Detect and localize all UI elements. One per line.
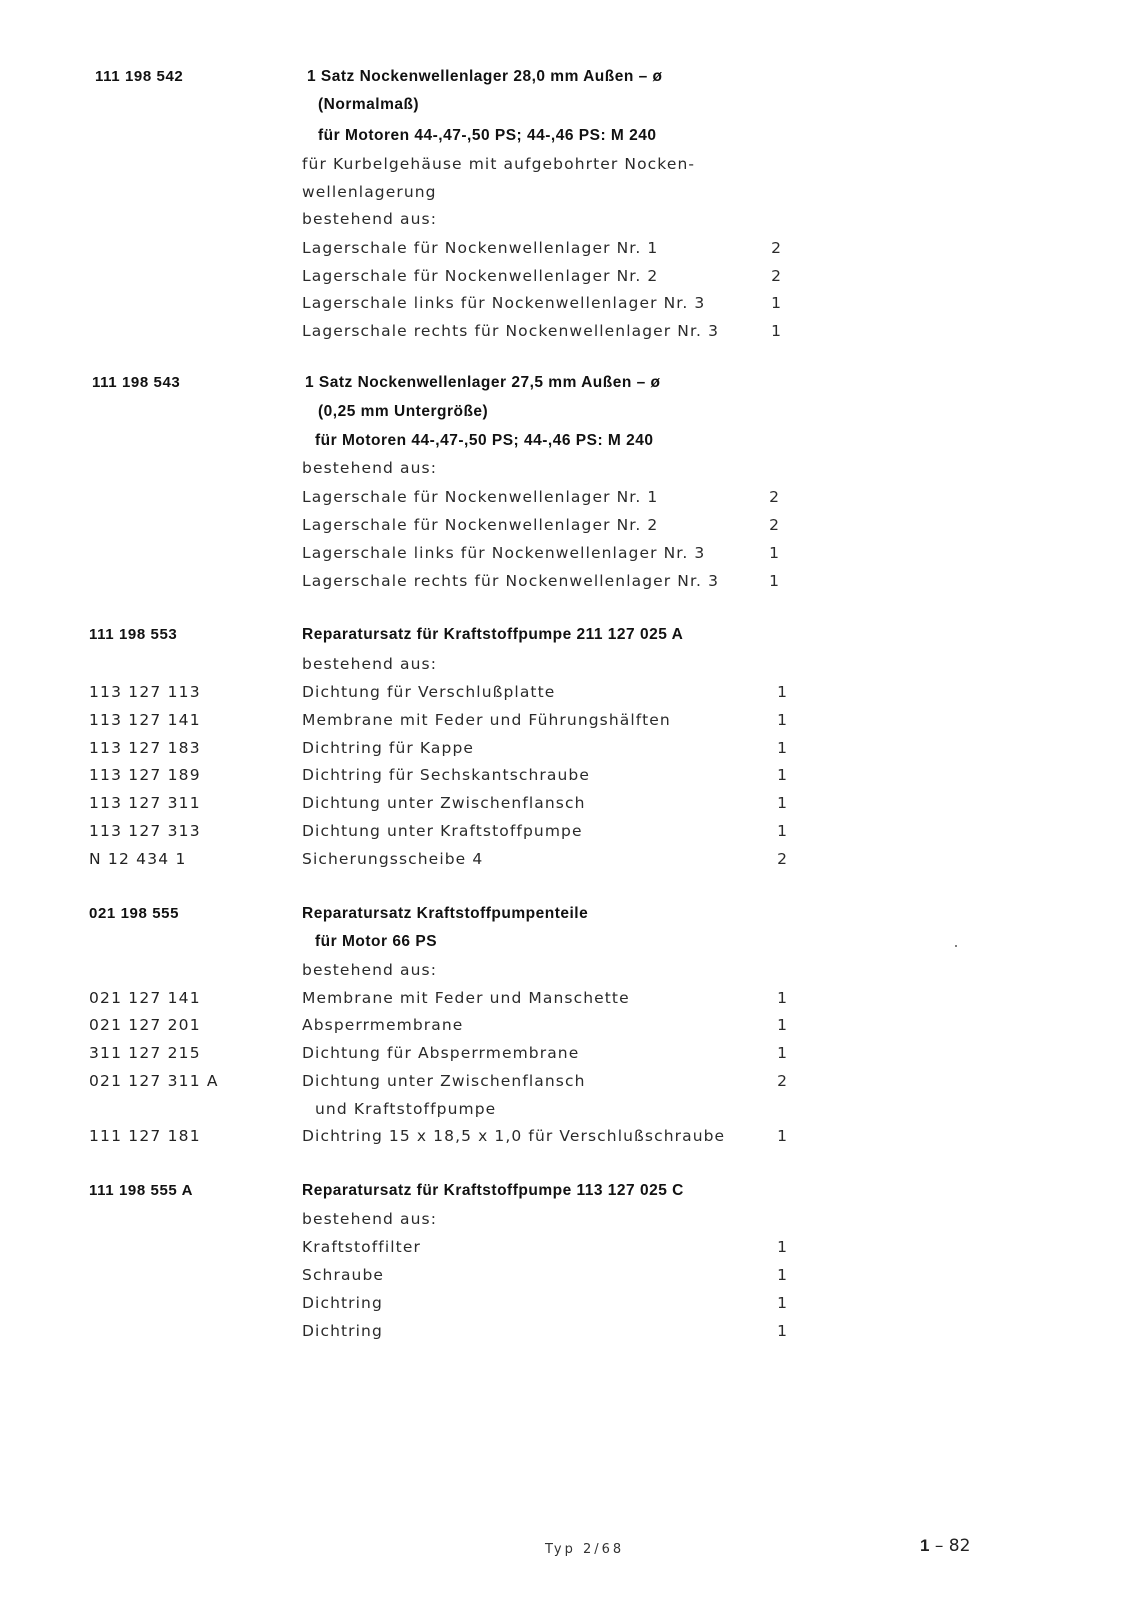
item-description: Lagerschale links für Nockenwellenlager Nr. 3: [302, 544, 706, 562]
set-note-row: [0, 206, 1133, 232]
set-note: für Kurbelgehäuse mit aufgebohrter Nocken-: [302, 155, 696, 173]
item-description: Membrane mit Feder und Führungshälften: [302, 711, 671, 729]
item-row: [0, 1318, 1133, 1344]
item-description: Dichtung unter Zwischenflansch: [302, 1072, 586, 1090]
set-header-row: [0, 64, 1133, 90]
item-row: [0, 1290, 1133, 1316]
item-quantity: 2: [771, 267, 781, 285]
set-subtitle-row: [0, 929, 1133, 955]
set-note: bestehend aus:: [302, 1210, 438, 1228]
item-quantity: 1: [769, 544, 779, 562]
item-quantity: 1: [777, 1044, 787, 1062]
item-row: [0, 1096, 1133, 1122]
item-description: Dichtung für Absperrmembrane: [302, 1044, 580, 1062]
item-row: [0, 1012, 1133, 1038]
item-part-number: 113 127 141: [89, 711, 201, 729]
set-subtitle: (0,25 mm Untergröße): [318, 403, 489, 420]
item-description: Lagerschale rechts für Nockenwellenlager Nr. 3: [302, 322, 720, 340]
set-part-number: 021 198 555: [89, 905, 180, 922]
set-subtitle: für Motor 66 PS: [315, 933, 438, 950]
set-header-row: [0, 370, 1133, 396]
set-part-number: 111 198 555 A: [89, 1182, 194, 1199]
item-row: [0, 235, 1133, 261]
item-description: Dichtring für Sechskantschraube: [302, 766, 591, 784]
item-part-number: 113 127 183: [89, 739, 201, 757]
item-description: Dichtring: [302, 1294, 383, 1312]
item-row: [0, 762, 1133, 788]
item-description: Lagerschale für Nockenwellenlager Nr. 2: [302, 516, 659, 534]
set-note: bestehend aus:: [302, 459, 438, 477]
item-row: [0, 707, 1133, 733]
item-part-number: 111 127 181: [89, 1127, 201, 1145]
item-quantity: 1: [777, 1127, 787, 1145]
set-subtitle-row: [0, 399, 1133, 425]
item-description: Absperrmembrane: [302, 1016, 464, 1034]
item-row: [0, 318, 1133, 344]
footer-type-label: Typ 2/68: [545, 1542, 625, 1557]
item-quantity: 1: [777, 794, 787, 812]
set-note-row: [0, 957, 1133, 983]
item-row: [0, 263, 1133, 289]
item-part-number: N 12 434 1: [89, 850, 187, 868]
set-note-row: [0, 179, 1133, 205]
item-row: [0, 818, 1133, 844]
set-title: Reparatursatz für Kraftstoffpumpe 211 127 025 A: [302, 626, 684, 643]
item-row: [0, 1040, 1133, 1066]
item-quantity: 1: [777, 822, 787, 840]
set-part-number: 111 198 542: [95, 68, 184, 85]
item-row: [0, 1068, 1133, 1094]
item-quantity: 1: [777, 1322, 787, 1340]
set-note-row: [0, 1206, 1133, 1232]
item-part-number: 311 127 215: [89, 1044, 201, 1062]
item-quantity: 1: [777, 1016, 787, 1034]
set-part-number: 111 198 553: [89, 626, 178, 643]
page-number: [920, 1536, 970, 1556]
item-part-number: 021 127 141: [89, 989, 201, 1007]
set-note-row: [0, 455, 1133, 481]
item-quantity: 1: [777, 1294, 787, 1312]
item-part-number: 113 127 113: [89, 683, 201, 701]
item-quantity: 1: [771, 322, 781, 340]
item-row: [0, 484, 1133, 510]
set-subtitle: für Motoren 44-,47-,50 PS; 44-,46 PS: M 240: [315, 432, 654, 449]
set-note: bestehend aus:: [302, 655, 438, 673]
item-quantity: 2: [769, 516, 779, 534]
set-note-row: [0, 651, 1133, 677]
set-subtitle-row: [0, 92, 1133, 118]
set-note: wellenlagerung: [302, 183, 437, 201]
item-description: Schraube: [302, 1266, 385, 1284]
item-quantity: 1: [777, 683, 787, 701]
item-row: [0, 540, 1133, 566]
item-row: [0, 1262, 1133, 1288]
item-description: Kraftstoffilter: [302, 1238, 421, 1256]
item-row: [0, 568, 1133, 594]
item-description: Sicherungsscheibe 4: [302, 850, 484, 868]
item-description: Dichtung unter Kraftstoffpumpe: [302, 822, 583, 840]
scan-speck: [955, 945, 957, 947]
item-description: Membrane mit Feder und Manschette: [302, 989, 630, 1007]
item-quantity: 1: [777, 711, 787, 729]
item-quantity: 1: [777, 989, 787, 1007]
item-description: Dichtung unter Zwischenflansch: [302, 794, 586, 812]
set-subtitle-row: [0, 123, 1133, 149]
set-header-row: [0, 901, 1133, 927]
item-description: Dichtung für Verschlußplatte: [302, 683, 556, 701]
item-part-number: 113 127 311: [89, 794, 201, 812]
set-note-row: [0, 151, 1133, 177]
set-note: bestehend aus:: [302, 210, 438, 228]
set-header-row: [0, 622, 1133, 648]
item-description: Lagerschale für Nockenwellenlager Nr. 1: [302, 488, 659, 506]
set-note: bestehend aus:: [302, 961, 438, 979]
item-row: [0, 790, 1133, 816]
set-subtitle: (Normalmaß): [318, 96, 420, 113]
item-description: Lagerschale links für Nockenwellenlager Nr. 3: [302, 294, 706, 312]
item-row: [0, 679, 1133, 705]
set-title: Reparatursatz für Kraftstoffpumpe 113 127 025 C: [302, 1182, 684, 1199]
page-number-value: 82: [948, 1536, 971, 1556]
item-row: [0, 846, 1133, 872]
item-row: [0, 735, 1133, 761]
item-description: Dichtring 15 x 18,5 x 1,0 für Verschlußschraube: [302, 1127, 726, 1145]
item-row: [0, 1234, 1133, 1260]
item-quantity: 1: [771, 294, 781, 312]
item-quantity: 1: [769, 572, 779, 590]
item-quantity: 1: [777, 766, 787, 784]
item-description: Lagerschale rechts für Nockenwellenlager Nr. 3: [302, 572, 720, 590]
item-row: [0, 985, 1133, 1011]
set-title: Reparatursatz Kraftstoffpumpenteile: [302, 905, 589, 922]
set-title: 1 Satz Nockenwellenlager 28,0 mm Außen – ø: [307, 68, 663, 85]
item-part-number: 113 127 189: [89, 766, 201, 784]
item-description: Lagerschale für Nockenwellenlager Nr. 2: [302, 267, 659, 285]
item-row: [0, 1123, 1133, 1149]
set-subtitle: für Motoren 44-,47-,50 PS; 44-,46 PS: M 240: [318, 127, 657, 144]
item-quantity: 2: [771, 239, 781, 257]
item-quantity: 1: [777, 1238, 787, 1256]
item-row: [0, 290, 1133, 316]
item-quantity: 1: [777, 1266, 787, 1284]
item-description: Dichtring für Kappe: [302, 739, 475, 757]
item-part-number: 113 127 313: [89, 822, 201, 840]
item-part-number: 021 127 311 A: [89, 1072, 219, 1090]
item-description: und Kraftstoffpumpe: [315, 1100, 497, 1118]
item-quantity: 2: [777, 850, 787, 868]
set-header-row: [0, 1178, 1133, 1204]
item-quantity: 2: [769, 488, 779, 506]
page-section: 1: [920, 1536, 930, 1555]
item-part-number: 021 127 201: [89, 1016, 201, 1034]
set-part-number: 111 198 543: [92, 374, 181, 391]
item-quantity: 2: [777, 1072, 787, 1090]
item-description: Dichtring: [302, 1322, 383, 1340]
page-separator: –: [929, 1536, 949, 1556]
set-subtitle-row: [0, 428, 1133, 454]
item-description: Lagerschale für Nockenwellenlager Nr. 1: [302, 239, 659, 257]
item-row: [0, 512, 1133, 538]
item-quantity: 1: [777, 739, 787, 757]
set-title: 1 Satz Nockenwellenlager 27,5 mm Außen – ø: [305, 374, 661, 391]
